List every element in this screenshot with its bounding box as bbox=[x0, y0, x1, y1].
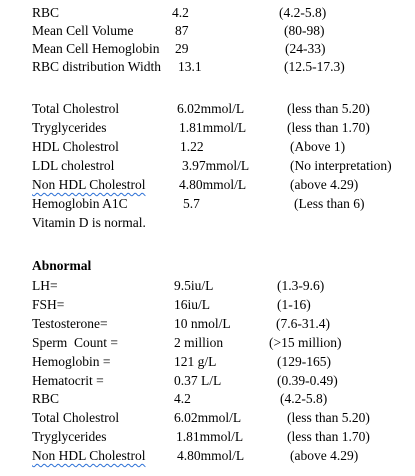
result-value: 5.7 bbox=[183, 196, 200, 211]
result-range: (80-98) bbox=[284, 23, 325, 38]
result-label: Testosterone= bbox=[32, 316, 108, 331]
result-value: 29 bbox=[175, 41, 189, 56]
result-value: 4.80mmol/L bbox=[179, 177, 247, 192]
result-row-rdw bbox=[0, 58, 415, 75]
result-label: HDL Cholestrol bbox=[32, 139, 119, 154]
abnormal-heading bbox=[0, 257, 415, 274]
result-label: FSH= bbox=[32, 297, 65, 312]
result-label: Non HDL Cholestrol bbox=[32, 177, 146, 192]
result-range: (12.5-17.3) bbox=[284, 59, 345, 74]
result-value: 3.97mmol/L bbox=[182, 158, 250, 173]
result-value: 16iu/L bbox=[174, 297, 210, 312]
result-row-triglycerides bbox=[0, 119, 415, 136]
result-range: (less than 5.20) bbox=[287, 101, 370, 116]
result-value: 4.2 bbox=[172, 5, 189, 20]
abnormal-row-rbc bbox=[0, 390, 415, 407]
result-range: (Above 1) bbox=[290, 139, 346, 154]
result-range: (1.3-9.6) bbox=[277, 278, 325, 293]
result-label: Mean Cell Hemoglobin bbox=[32, 41, 160, 56]
result-label: Hemoglobin = bbox=[32, 354, 111, 369]
result-value: 4.2 bbox=[174, 391, 191, 406]
note-text: Vitamin D is normal. bbox=[32, 215, 146, 230]
result-value: 9.5iu/L bbox=[174, 278, 214, 293]
result-range: (129-165) bbox=[277, 354, 331, 369]
result-range: (above 4.29) bbox=[290, 448, 359, 463]
result-range: (above 4.29) bbox=[290, 177, 359, 192]
result-value: 2 million bbox=[174, 335, 224, 350]
abnormal-row-non-hdl bbox=[0, 447, 415, 464]
abnormal-row-testosterone bbox=[0, 315, 415, 332]
result-range: (less than 1.70) bbox=[287, 120, 370, 135]
result-range: (7.6-31.4) bbox=[276, 316, 330, 331]
result-range: (24-33) bbox=[285, 41, 326, 56]
abnormal-row-fsh bbox=[0, 296, 415, 313]
result-label: Hematocrit = bbox=[32, 373, 104, 388]
abnormal-row-sperm-count bbox=[0, 334, 415, 351]
result-label: RBC bbox=[32, 391, 60, 406]
result-range: (less than 1.70) bbox=[287, 429, 370, 444]
result-row-total-cholesterol bbox=[0, 100, 415, 117]
result-row-mcv bbox=[0, 22, 415, 39]
result-range: (No interpretation) bbox=[290, 158, 392, 173]
result-label: Total Cholestrol bbox=[32, 101, 120, 116]
result-row-mch bbox=[0, 40, 415, 57]
result-value: 4.80mmol/L bbox=[177, 448, 245, 463]
result-range: (4.2-5.8) bbox=[280, 391, 328, 406]
abnormal-row-lh bbox=[0, 277, 415, 294]
result-label: Sperm Count = bbox=[32, 335, 118, 350]
abnormal-row-hematocrit bbox=[0, 372, 415, 389]
result-value: 87 bbox=[175, 23, 189, 38]
result-range: (1-16) bbox=[277, 297, 311, 312]
result-label: Hemoglobin A1C bbox=[32, 196, 128, 211]
result-label: Total Cholestrol bbox=[32, 410, 120, 425]
result-label: Mean Cell Volume bbox=[32, 23, 134, 38]
result-range: (4.2-5.8) bbox=[279, 5, 327, 20]
result-value: 6.02mmol/L bbox=[174, 410, 242, 425]
result-value: 121 g/L bbox=[174, 354, 217, 369]
abnormal-row-triglycerides bbox=[0, 428, 415, 445]
vitamin-d-note bbox=[0, 214, 415, 231]
section-heading: Abnormal bbox=[32, 258, 92, 273]
result-value: 0.37 L/L bbox=[174, 373, 222, 388]
result-label: Non HDL Cholestrol bbox=[32, 448, 146, 463]
result-label: Tryglycerides bbox=[32, 120, 107, 135]
result-value: 1.81mmol/L bbox=[176, 429, 244, 444]
result-row-hba1c bbox=[0, 195, 415, 212]
abnormal-row-hemoglobin bbox=[0, 353, 415, 370]
result-label: RBC bbox=[32, 5, 60, 20]
result-range: (0.39-0.49) bbox=[277, 373, 338, 388]
result-label: RBC distribution Width bbox=[32, 59, 161, 74]
result-value: 13.1 bbox=[178, 59, 202, 74]
result-range: (>15 million) bbox=[269, 335, 342, 350]
result-range: (Less than 6) bbox=[294, 196, 365, 211]
result-row-hdl bbox=[0, 138, 415, 155]
result-label: LDL cholestrol bbox=[32, 158, 115, 173]
result-row-non-hdl bbox=[0, 176, 415, 193]
result-value: 6.02mmol/L bbox=[177, 101, 245, 116]
result-label: Tryglycerides bbox=[32, 429, 107, 444]
result-row-ldl bbox=[0, 157, 415, 174]
result-range: (less than 5.20) bbox=[287, 410, 370, 425]
result-label: LH= bbox=[32, 278, 58, 293]
result-value: 10 nmol/L bbox=[174, 316, 231, 331]
result-row-rbc bbox=[0, 4, 415, 21]
result-value: 1.22 bbox=[180, 139, 204, 154]
result-value: 1.81mmol/L bbox=[179, 120, 247, 135]
abnormal-row-total-cholesterol bbox=[0, 409, 415, 426]
